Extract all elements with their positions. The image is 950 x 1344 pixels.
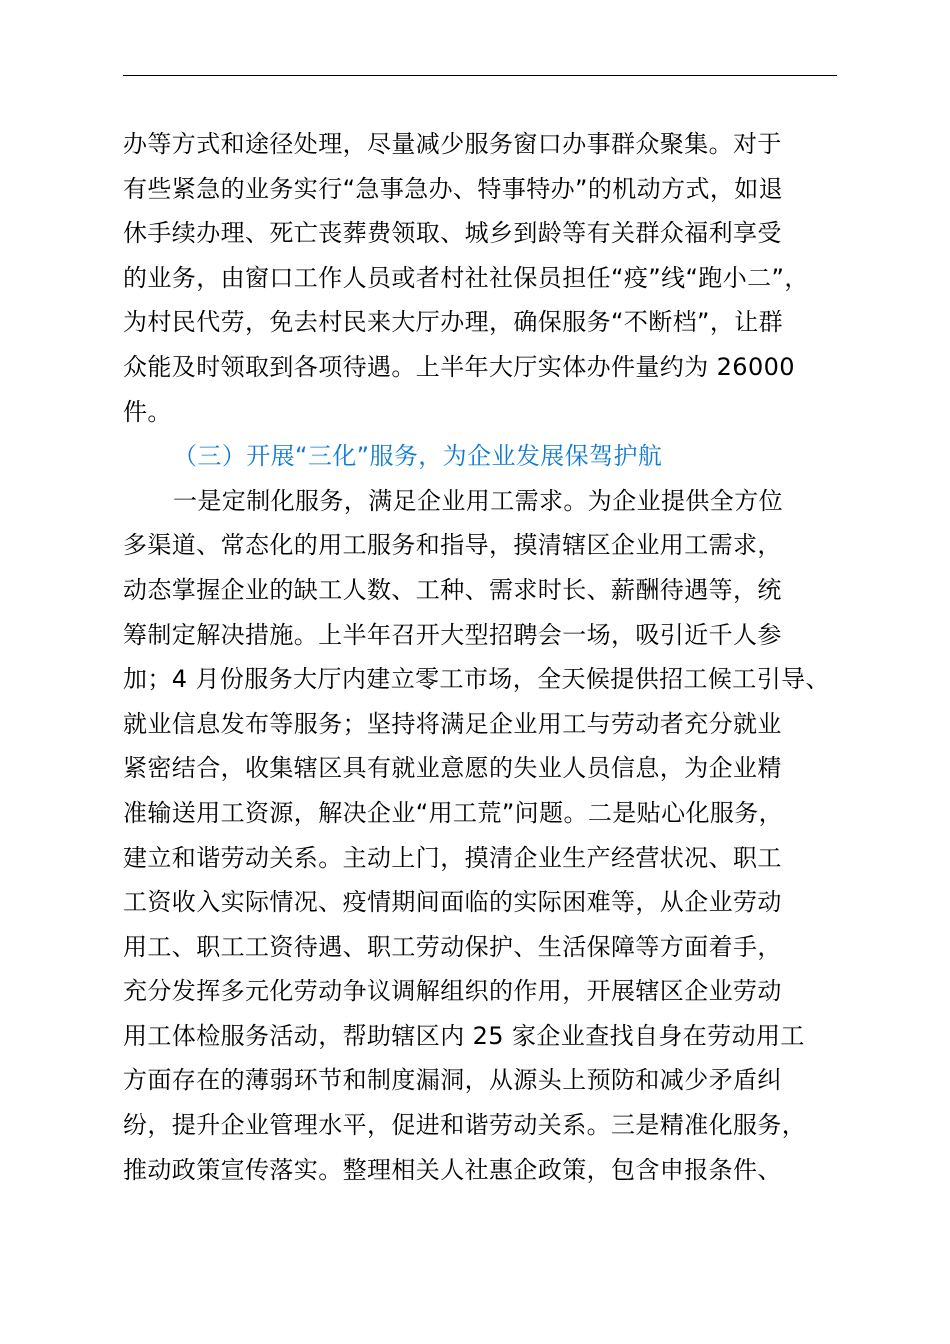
text-line: 动态掌握企业的缺工人数、工种、需求时长、薪酬待遇等，统 (123, 575, 782, 604)
text-line: 就业信息发布等服务；坚持将满足企业用工与劳动者充分就业 (123, 709, 782, 738)
text-line: 方面存在的薄弱环节和制度漏洞，从源头上预防和减少矛盾纠 (123, 1066, 782, 1095)
text-line: 众能及时领取到各项待遇。上半年大厅实体办件量约为 26000 (123, 352, 795, 381)
text-line: 建立和谐劳动关系。主动上门，摸清企业生产经营状况、职工 (123, 843, 782, 872)
text-line: 推动政策宣传落实。整理相关人社惠企政策，包含申报条件、 (123, 1155, 782, 1184)
text-line: 件。 (123, 397, 172, 426)
text-line: 工资收入实际情况、疫情期间面临的实际困难等，从企业劳动 (123, 888, 782, 917)
text-line: 办等方式和途径处理，尽量减少服务窗口办事群众聚集。对于 (123, 130, 782, 158)
text-line: 纷，提升企业管理水平，促进和谐劳动关系。三是精准化服务， (123, 1111, 807, 1140)
text-line: 的业务，由窗口工作人员或者村社社保员担任“疫”线“跑小二”， (123, 263, 809, 292)
text-line: 加；4 月份服务大厅内建立零工市场，全天候提供招工候工引导、 (123, 665, 830, 694)
paragraph-first-line: 一是定制化服务，满足企业用工需求。为企业提供全方位 (173, 486, 783, 515)
text-line: 休手续办理、死亡丧葬费领取、城乡到龄等有关群众福利享受 (123, 219, 782, 248)
section-heading: （三）开展“三化”服务，为企业发展保驾护航 (173, 442, 663, 471)
text-line: 用工、职工工资待遇、职工劳动保护、生活保障等方面着手， (123, 932, 782, 961)
text-line: 筹制定解决措施。上半年召开大型招聘会一场，吸引近千人参 (123, 620, 782, 649)
text-line: 多渠道、常态化的用工服务和指导，摸清辖区企业用工需求， (123, 531, 782, 560)
text-line: 紧密结合，收集辖区具有就业意愿的失业人员信息，为企业精 (123, 754, 782, 783)
body-text (123, 122, 843, 1192)
text-line: 有些紧急的业务实行“急事急办、特事特办”的机动方式，如退 (123, 174, 784, 203)
text-line: 为村民代劳，免去村民来大厅办理，确保服务“不断档”，让群 (123, 308, 784, 337)
text-line: 用工体检服务活动，帮助辖区内 25 家企业查找自身在劳动用工 (123, 1021, 805, 1050)
text-line: 充分发挥多元化劳动争议调解组织的作用，开展辖区企业劳动 (123, 977, 782, 1006)
text-line: 准输送用工资源，解决企业“用工荒”问题。二是贴心化服务， (123, 798, 784, 827)
header-rule (123, 75, 837, 76)
